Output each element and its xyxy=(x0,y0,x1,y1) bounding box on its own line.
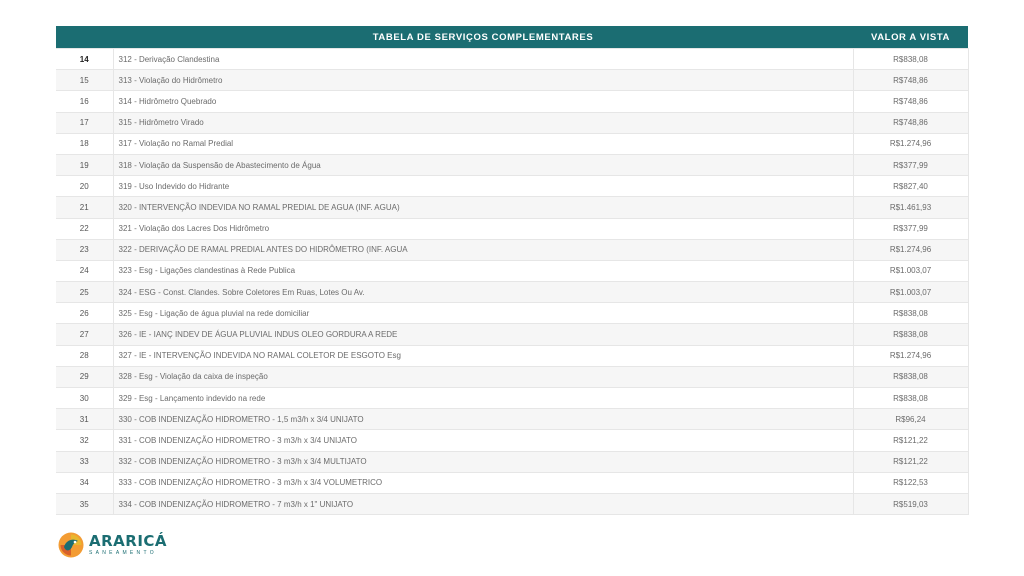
logo-subtitle: SANEAMENTO xyxy=(89,549,157,556)
service-description: 332 - COB INDENIZAÇÃO HIDROMETRO - 3 m3/h x 3/4 MULTIJATO xyxy=(113,451,853,472)
table-row xyxy=(56,430,968,451)
service-description: 313 - Violação do Hidrômetro xyxy=(113,70,853,91)
row-number: 24 xyxy=(56,260,113,281)
row-number: 25 xyxy=(56,282,113,303)
table-row xyxy=(56,176,968,197)
service-description: 331 - COB INDENIZAÇÃO HIDROMETRO - 3 m3/h x 3/4 UNIJATO xyxy=(113,430,853,451)
row-number: 29 xyxy=(56,366,113,387)
service-description: 329 - Esg - Lançamento indevido na rede xyxy=(113,388,853,409)
service-description: 322 - DERIVAÇÃO DE RAMAL PREDIAL ANTES DO HIDRÔMETRO (INF. AGUA xyxy=(113,239,853,260)
service-price: R$519,03 xyxy=(853,493,968,514)
services-table-container xyxy=(56,26,968,515)
service-description: 327 - IE - INTERVENÇÃO INDEVIDA NO RAMAL COLETOR DE ESGOTO Esg xyxy=(113,345,853,366)
service-description: 318 - Violação da Suspensão de Abastecimento de Água xyxy=(113,154,853,175)
table-row xyxy=(56,324,968,345)
service-description: 333 - COB INDENIZAÇÃO HIDROMETRO - 3 m3/h x 3/4 VOLUMETRICO xyxy=(113,472,853,493)
service-description: 334 - COB INDENIZAÇÃO HIDROMETRO - 7 m3/h x 1" UNIJATO xyxy=(113,493,853,514)
table-row xyxy=(56,282,968,303)
table-row xyxy=(56,91,968,112)
service-price: R$838,08 xyxy=(853,49,968,70)
table-row xyxy=(56,451,968,472)
service-price: R$377,99 xyxy=(853,154,968,175)
service-price: R$121,22 xyxy=(853,430,968,451)
table-row xyxy=(56,133,968,154)
service-price: R$838,08 xyxy=(853,303,968,324)
service-price: R$122,53 xyxy=(853,472,968,493)
service-price: R$96,24 xyxy=(853,409,968,430)
service-price: R$838,08 xyxy=(853,366,968,387)
row-number: 32 xyxy=(56,430,113,451)
service-price: R$1.274,96 xyxy=(853,239,968,260)
column-header-service: TABELA DE SERVIÇOS COMPLEMENTARES xyxy=(113,26,853,49)
column-header-number xyxy=(56,26,113,49)
service-description: 315 - Hidrômetro Virado xyxy=(113,112,853,133)
company-logo xyxy=(58,532,167,558)
service-description: 323 - Esg - Ligações clandestinas à Rede Publica xyxy=(113,260,853,281)
row-number: 19 xyxy=(56,154,113,175)
table-row xyxy=(56,260,968,281)
table-row xyxy=(56,303,968,324)
service-description: 330 - COB INDENIZAÇÃO HIDROMETRO - 1,5 m3/h x 3/4 UNIJATO xyxy=(113,409,853,430)
table-row xyxy=(56,218,968,239)
row-number: 26 xyxy=(56,303,113,324)
service-description: 326 - IE - IANÇ INDEV DE ÁGUA PLUVIAL INDUS OLEO GORDURA A REDE xyxy=(113,324,853,345)
service-description: 319 - Uso Indevido do Hidrante xyxy=(113,176,853,197)
row-number: 17 xyxy=(56,112,113,133)
row-number: 33 xyxy=(56,451,113,472)
row-number: 16 xyxy=(56,91,113,112)
row-number: 20 xyxy=(56,176,113,197)
row-number: 18 xyxy=(56,133,113,154)
row-number: 23 xyxy=(56,239,113,260)
table-row xyxy=(56,70,968,91)
service-price: R$1.461,93 xyxy=(853,197,968,218)
service-price: R$121,22 xyxy=(853,451,968,472)
service-price: R$1.274,96 xyxy=(853,133,968,154)
service-description: 314 - Hidrômetro Quebrado xyxy=(113,91,853,112)
service-price: R$377,99 xyxy=(853,218,968,239)
table-row xyxy=(56,197,968,218)
service-description: 321 - Violação dos Lacres Dos Hidrômetro xyxy=(113,218,853,239)
row-number: 22 xyxy=(56,218,113,239)
row-number: 28 xyxy=(56,345,113,366)
services-table xyxy=(56,26,969,515)
arara-bird-logo-icon xyxy=(58,532,84,558)
service-description: 325 - Esg - Ligação de água pluvial na rede domiciliar xyxy=(113,303,853,324)
table-row xyxy=(56,366,968,387)
service-price: R$1.003,07 xyxy=(853,260,968,281)
row-number: 35 xyxy=(56,493,113,514)
table-row xyxy=(56,112,968,133)
table-body xyxy=(56,49,968,515)
table-row xyxy=(56,154,968,175)
service-description: 312 - Derivação Clandestina xyxy=(113,49,853,70)
service-price: R$748,86 xyxy=(853,70,968,91)
service-description: 324 - ESG - Const. Clandes. Sobre Coletores Em Ruas, Lotes Ou Av. xyxy=(113,282,853,303)
row-number: 31 xyxy=(56,409,113,430)
service-price: R$838,08 xyxy=(853,324,968,345)
table-row xyxy=(56,345,968,366)
table-row xyxy=(56,239,968,260)
service-description: 328 - Esg - Violação da caixa de inspeção xyxy=(113,366,853,387)
row-number: 34 xyxy=(56,472,113,493)
service-price: R$1.274,96 xyxy=(853,345,968,366)
row-number: 15 xyxy=(56,70,113,91)
row-number: 30 xyxy=(56,388,113,409)
table-header-row xyxy=(56,26,968,49)
table-row xyxy=(56,493,968,514)
column-header-price: VALOR A VISTA xyxy=(853,26,968,49)
service-price: R$748,86 xyxy=(853,91,968,112)
service-description: 320 - INTERVENÇÃO INDEVIDA NO RAMAL PREDIAL DE AGUA (INF. AGUA) xyxy=(113,197,853,218)
table-row xyxy=(56,49,968,70)
table-row xyxy=(56,409,968,430)
service-description: 317 - Violação no Ramal Predial xyxy=(113,133,853,154)
table-row xyxy=(56,388,968,409)
row-number: 21 xyxy=(56,197,113,218)
row-number: 27 xyxy=(56,324,113,345)
service-price: R$748,86 xyxy=(853,112,968,133)
service-price: R$827,40 xyxy=(853,176,968,197)
logo-name: ARARICÁ xyxy=(89,531,168,550)
row-number: 14 xyxy=(56,49,113,70)
service-price: R$838,08 xyxy=(853,388,968,409)
service-price: R$1.003,07 xyxy=(853,282,968,303)
table-row xyxy=(56,472,968,493)
